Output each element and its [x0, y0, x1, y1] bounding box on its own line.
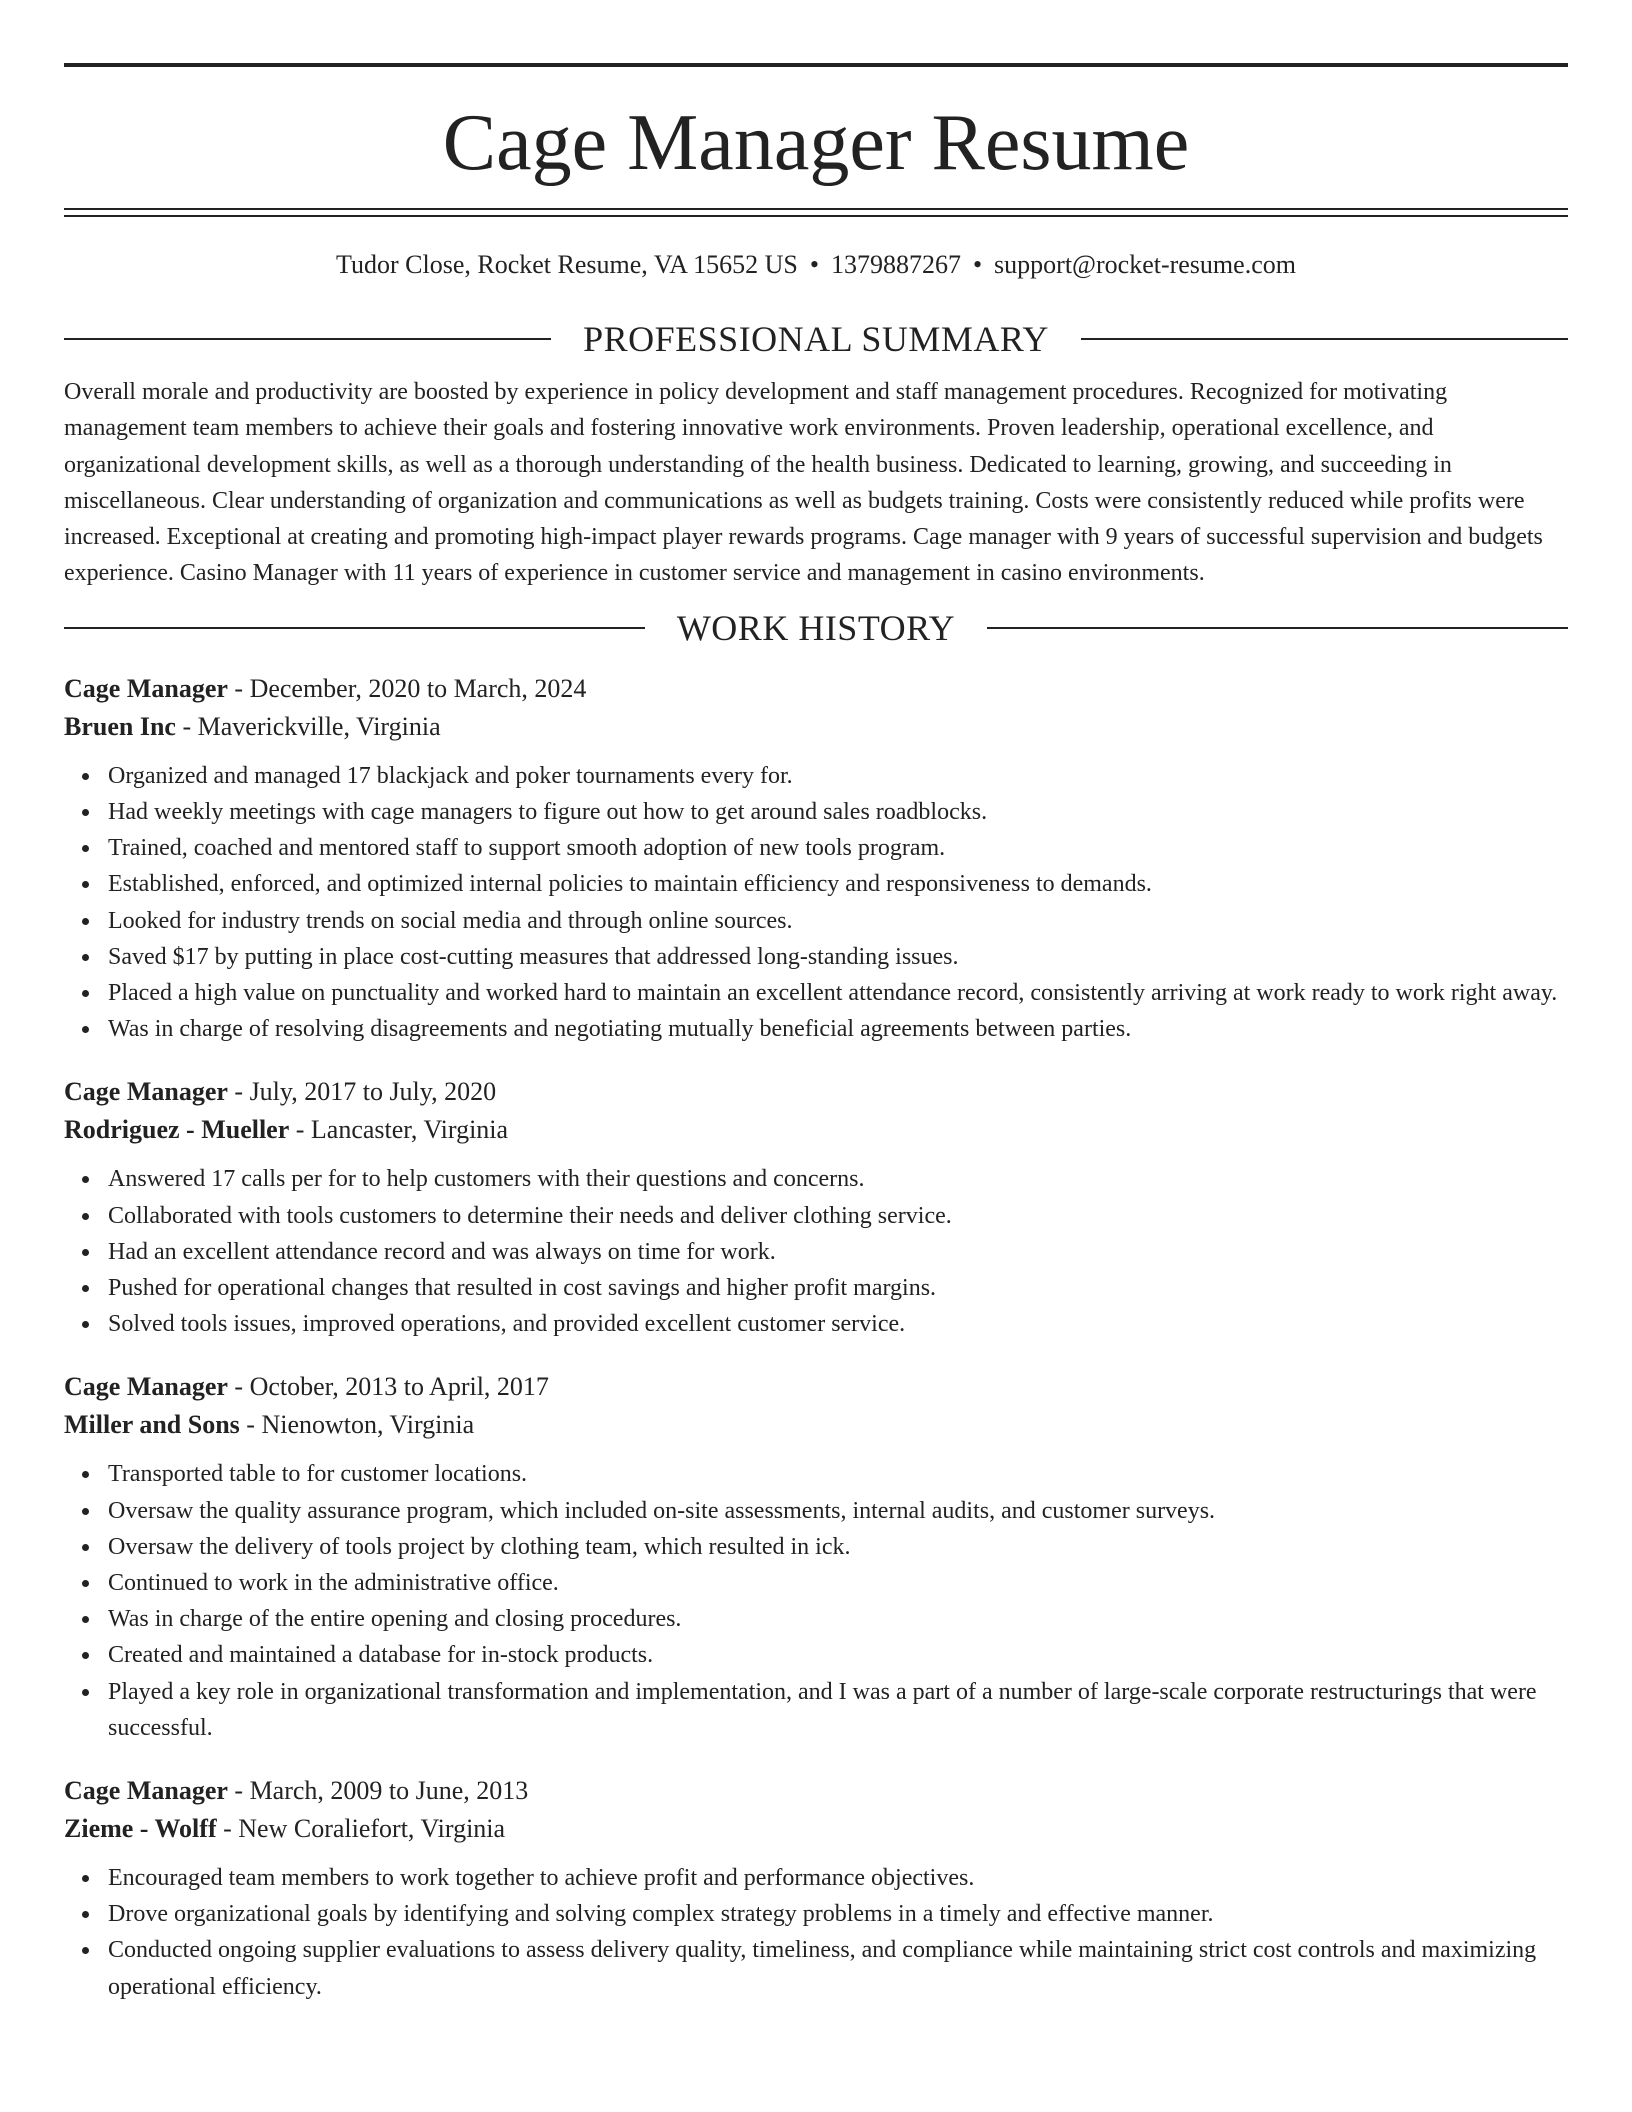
- job-bullet: Was in charge of the entire opening and closing procedures.: [64, 1601, 1568, 1637]
- job-title: Cage Manager: [64, 1077, 228, 1107]
- job-company: Miller and Sons: [64, 1410, 240, 1440]
- heading-rule-left: [64, 338, 551, 340]
- job-bullet: Drove organizational goals by identifying and solving complex strategy problems in a timely and effective manner.: [64, 1896, 1568, 1932]
- job-company: Rodriguez - Mueller: [64, 1115, 290, 1145]
- work-history-heading: [64, 608, 1568, 648]
- job-bullet: Placed a high value on punctuality and worked hard to maintain an excellent attendance record, consistently arriving at work ready to work right away.: [64, 975, 1568, 1011]
- job-bullet: Trained, coached and mentored staff to support smooth adoption of new tools program.: [64, 830, 1568, 866]
- job-location: - Nienowton, Virginia: [239, 1410, 475, 1440]
- job-bullet: Conducted ongoing supplier evaluations to assess delivery quality, timeliness, and compliance while maintaining strict cost controls and maximizing operational efficiency.: [64, 1932, 1568, 2004]
- contact-address: Tudor Close, Rocket Resume, VA 15652 US: [336, 250, 798, 279]
- contact-separator: •: [972, 250, 983, 279]
- heading-rule-right: [987, 627, 1568, 629]
- title-rule-lower: [64, 215, 1568, 217]
- resume-title: Cage Manager Resume: [442, 99, 1190, 187]
- job-bullet: Oversaw the delivery of tools project by clothing team, which resulted in ick.: [64, 1529, 1568, 1565]
- resume-page: [64, 0, 1568, 2031]
- job-bullets: [64, 758, 1568, 1048]
- job-bullets: [64, 1456, 1568, 1746]
- job-company-line: [64, 1111, 1568, 1149]
- job-bullet: Saved $17 by putting in place cost-cutting measures that addressed long-standing issues.: [64, 939, 1568, 975]
- job-dates: - March, 2009 to June, 2013: [227, 1776, 529, 1806]
- job-bullet: Pushed for operational changes that resulted in cost savings and higher profit margins.: [64, 1270, 1568, 1306]
- job-bullet: Looked for industry trends on social media and through online sources.: [64, 903, 1568, 939]
- job-company: Zieme - Wolff: [64, 1814, 217, 1844]
- top-rule: [64, 63, 1568, 67]
- heading-rule-left: [64, 627, 645, 629]
- job-bullets: [64, 1860, 1568, 2005]
- job-bullet: Transported table to for customer locations.: [64, 1456, 1568, 1492]
- job-bullet: Was in charge of resolving disagreements and negotiating mutually beneficial agreements between parties.: [64, 1011, 1568, 1047]
- job-entry: [64, 670, 1568, 1048]
- job-entry: [64, 1368, 1568, 1746]
- job-title: Cage Manager: [64, 673, 228, 703]
- job-title-line: [64, 1073, 1568, 1111]
- job-title-line: [64, 670, 1568, 708]
- job-company: Bruen Inc: [64, 711, 176, 741]
- summary-text: Overall morale and productivity are boosted by experience in policy development and staff management procedures. Recognized for motivating management team members to achieve their goals and fostering innovative work environments. Proven leadership, operational excellence, and organizational development skills, as well as a thorough understanding of the health business. Dedicated to learning, growing, and succeeding in miscellaneous. Clear understanding of organization and communications as well as budgets training. Costs were consistently reduced while profits were increased. Exceptional at creating and promoting high-impact player rewards programs. Cage manager with 9 years of successful supervision and budgets experience. Casino Manager with 11 years of experience in customer service and management in casino environments.: [64, 379, 1543, 587]
- contact-email: support@rocket-resume.com: [994, 250, 1296, 279]
- job-bullet: Oversaw the quality assurance program, which included on-site assessments, internal audits, and customer surveys.: [64, 1493, 1568, 1529]
- contact-phone: 1379887267: [830, 250, 961, 279]
- job-bullet: Established, enforced, and optimized internal policies to maintain efficiency and responsiveness to demands.: [64, 866, 1568, 902]
- job-location: - Lancaster, Virginia: [289, 1115, 509, 1145]
- job-bullet: Solved tools issues, improved operations, and provided excellent customer service.: [64, 1306, 1568, 1342]
- job-dates: - October, 2013 to April, 2017: [227, 1372, 549, 1402]
- summary-heading-label: PROFESSIONAL SUMMARY: [583, 319, 1049, 359]
- job-bullet: Continued to work in the administrative office.: [64, 1565, 1568, 1601]
- job-location: - Maverickville, Virginia: [175, 711, 441, 741]
- job-bullet: Collaborated with tools customers to determine their needs and deliver clothing service.: [64, 1198, 1568, 1234]
- title-rule-upper: [64, 208, 1568, 210]
- job-title-line: [64, 1772, 1568, 1810]
- job-title-line: [64, 1368, 1568, 1406]
- heading-rule-right: [1081, 338, 1568, 340]
- job-bullet: Had weekly meetings with cage managers to figure out how to get around sales roadblocks.: [64, 794, 1568, 830]
- job-bullet: Played a key role in organizational transformation and implementation, and I was a part of a number of large-scale corporate restructurings that were successful.: [64, 1674, 1568, 1746]
- job-bullet: Answered 17 calls per for to help customers with their questions and concerns.: [64, 1161, 1568, 1197]
- job-dates: - July, 2017 to July, 2020: [227, 1077, 497, 1107]
- job-bullet: Had an excellent attendance record and was always on time for work.: [64, 1234, 1568, 1270]
- summary-heading: [64, 319, 1568, 359]
- job-location: - New Coraliefort, Virginia: [216, 1814, 506, 1844]
- job-bullets: [64, 1161, 1568, 1342]
- work-history-list: [64, 670, 1568, 2005]
- contact-separator: •: [809, 250, 819, 279]
- contact-line: [64, 250, 1568, 280]
- job-title: Cage Manager: [64, 1776, 228, 1806]
- job-bullet: Created and maintained a database for in-stock products.: [64, 1637, 1568, 1673]
- job-entry: [64, 1772, 1568, 2005]
- job-bullet: Organized and managed 17 blackjack and poker tournaments every for.: [64, 758, 1568, 794]
- job-company-line: [64, 1406, 1568, 1444]
- job-company-line: [64, 1810, 1568, 1848]
- work-history-heading-label: WORK HISTORY: [676, 607, 956, 648]
- job-bullet: Encouraged team members to work together to achieve profit and performance objectives.: [64, 1860, 1568, 1896]
- job-title: Cage Manager: [64, 1372, 228, 1402]
- job-company-line: [64, 708, 1568, 746]
- job-entry: [64, 1073, 1568, 1342]
- job-dates: - December, 2020 to March, 2024: [227, 673, 587, 703]
